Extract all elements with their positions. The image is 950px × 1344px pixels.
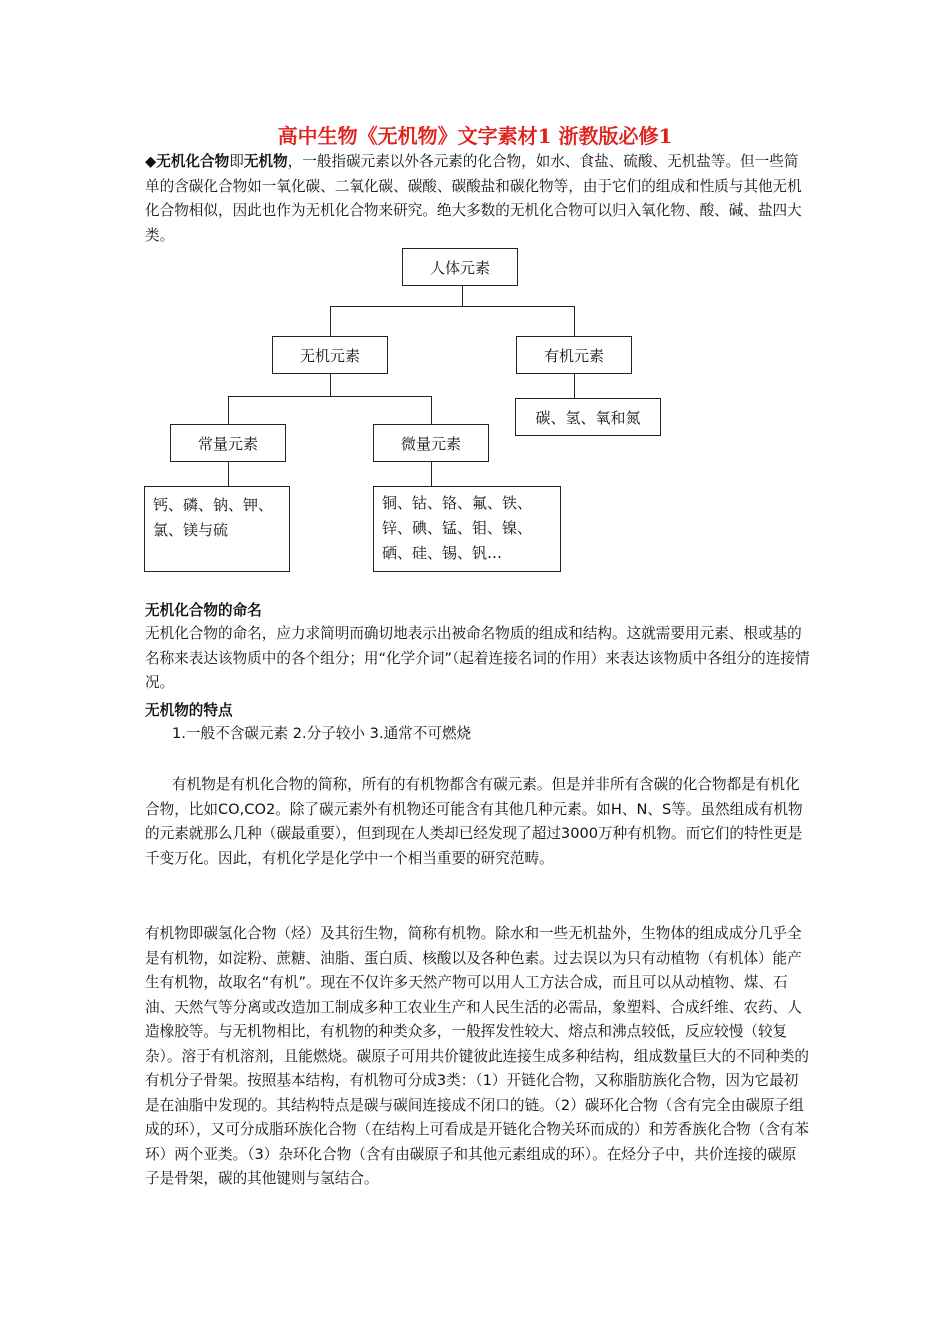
connector-line [462,286,463,306]
macro-detail-box [144,486,290,572]
term-inorganic-matter: 无机物 [243,153,288,170]
connector-line [431,396,432,424]
connector-line [574,306,575,336]
macro-node-label: 常量元素 [197,434,258,453]
micro-detail-line: 锌、碘、锰、钼、镍、 [382,519,533,537]
micro-node [373,424,489,462]
connector-line [330,374,331,396]
root-node [402,248,518,286]
intro-text: ，一般指碳元素以外各元素的化合物，如水、食盐、硫酸、无机盐等。但一些简单的含碳化合物如一氧化碳、二氧化碳、碳酸、碳酸盐和碳化物等，由于它们的组成和性质与其他无机化合物相似，因此也作为无机化合物来研究。绝大多数的无机化合物可以归入氧化物、酸、碱、盐四大类。 [145,153,802,244]
micro-detail-line: 铜、钴、铬、氟、铁、 [382,494,533,512]
organic-detail-box [515,398,661,436]
macro-node [170,424,286,462]
connector-line [330,306,331,336]
connector-line [330,306,574,307]
organic-node [516,336,632,374]
root-node-label: 人体元素 [429,258,490,277]
connector-line [228,462,229,486]
macro-detail-line: 氯、镁与硫 [153,521,229,539]
inorganic-node-label: 无机元素 [299,346,360,365]
term-inorganic-compound: 无机化合物 [156,153,230,170]
page-title: 高中生物《无机物》文字素材1 浙教版必修1 [277,124,673,148]
features-list: 1.一般不含碳元素 2.分子较小 3.通常不可燃烧 [172,725,472,742]
organic-detail-label: 碳、氢、氧和氮 [535,408,641,427]
bullet-marker: ◆ [145,153,157,170]
connector-line [228,396,229,424]
inorganic-node [272,336,388,374]
intro-paragraph [145,150,810,248]
connector-line [431,462,432,486]
organic-paragraph-1: 有机物是有机化合物的简称，所有的有机物都含有碳元素。但是并非所有含碳的化合物都是有机化合物，比如CO,CO2。除了碳元素外有机物还可能含有其他几种元素。如H、N、S等。虽然组成有机物的元素就那么几种（碳最重要），但到现在人类却已经发现了超过3000万种有机物。而它们的特性更是千变万化。因此，有机化学是化学中一个相当重要的研究范畴。 [145,776,803,867]
naming-heading: 无机化合物的命名 [145,602,262,619]
micro-detail-box [373,486,561,572]
features-heading: 无机物的特点 [145,702,233,719]
naming-paragraph: 无机化合物的命名，应力求简明而确切地表示出被命名物质的组成和结构。这就需要用元素、根或基的名称来表达该物质中的各个组分；用“化学介词”（起着连接名词的作用）来表达该物质中各组分的连接情况。 [145,625,810,691]
micro-detail-line: 硒、硅、锡、钒… [382,544,503,562]
organic-paragraph-2: 有机物即碳氢化合物（烃）及其衍生物，简称有机物。除水和一些无机盐外，生物体的组成成分几乎全是有机物，如淀粉、蔗糖、油脂、蛋白质、核酸以及各种色素。过去误以为只有动植物（有机体）能产生有机物，故取名“有机”。现在不仅许多天然产物可以用人工方法合成，而且可以从动植物、煤、石油、天然气等分离或改造加工制成多种工农业生产和人民生活的必需品，象塑料、合成纤维、农药、人造橡胶等。与无机物相比，有机物的种类众多，一般挥发性较大、熔点和沸点较低，反应较慢（较复杂）。溶于有机溶剂，且能燃烧。碳原子可用共价键彼此连接生成多种结构，组成数量巨大的不同种类的有机分子骨架。按照基本结构，有机物可分成3类：（1）开链化合物，又称脂肪族化合物，因为它最初是在油脂中发现的。其结构特点是碳与碳间连接成不闭口的链。（2）碳环化合物（含有完全由碳原子组成的环），又可分成脂环族化合物（在结构上可看成是开链化合物关环而成的）和芳香族化合物（含有苯环）两个亚类。（3）杂环化合物（含有由碳原子和其他元素组成的环）。在烃分子中，共价连接的碳原子是骨架，碳的其他键则与氢结合。 [145,925,810,1187]
intro-connector: 即 [229,153,244,170]
macro-detail-line: 钙、磷、钠、钾、 [153,496,274,514]
connector-line [574,374,575,398]
organic-node-label: 有机元素 [543,346,604,365]
micro-node-label: 微量元素 [400,434,461,453]
connector-line [228,396,431,397]
